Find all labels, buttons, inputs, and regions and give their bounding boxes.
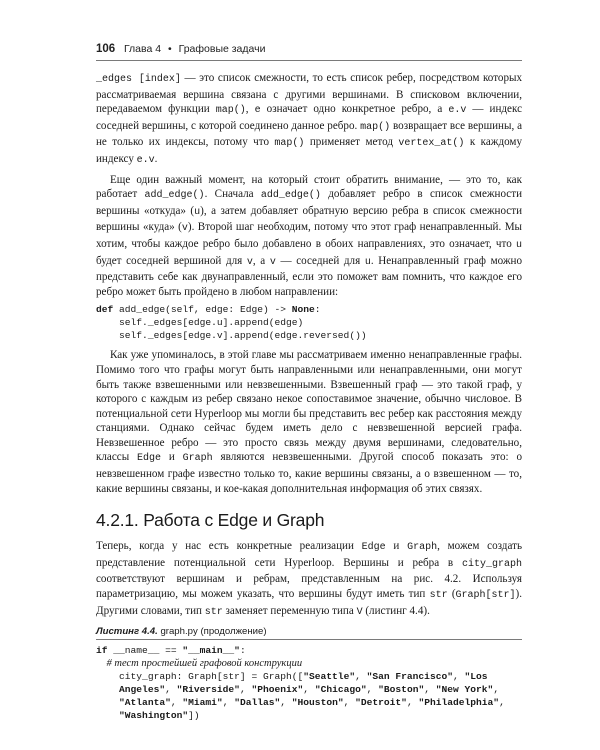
text-run: применяет метод — [304, 136, 399, 149]
text-run: соответствуют вершинам и ребрам, представленным на рис. 4.2. Используя параметризацию, мы можем указать, что вершины будут иметь тип — [96, 573, 522, 601]
code-text — [96, 710, 119, 721]
text-run: — соседней для — [275, 254, 365, 267]
inline-code: vertex_at() — [398, 138, 465, 150]
code-block-add-edge — [96, 303, 522, 342]
text-run: Еще один важный момент, на который стоит обратить внимание, — это то, как работает — [96, 173, 522, 201]
text-run: будет соседней вершиной для — [96, 254, 247, 267]
code-string: "Boston" — [378, 684, 425, 696]
page-body — [96, 71, 522, 728]
inline-code: v — [181, 223, 188, 235]
code-line: self._edges[edge.u].append(edge) — [96, 317, 304, 329]
paragraph-city-graph — [96, 539, 522, 620]
code-text: , — [165, 684, 177, 696]
text-run: . Ненаправленный граф можно представить себе как двунаправленный, если это поможет вам помнить, что каждое его ребро может быть пройдено в любом направлении: — [96, 254, 523, 298]
code-text: , — [366, 684, 379, 696]
code-text — [96, 697, 119, 708]
code-string: "New York" — [435, 684, 494, 696]
code-string: "Detroit" — [355, 697, 407, 709]
code-text: city_graph: Graph[str] = Graph([ — [96, 671, 304, 683]
code-text: , — [170, 697, 183, 709]
listing-label: Листинг 4.4. — [96, 626, 158, 638]
code-text: , — [424, 684, 436, 696]
chapter-title: Графовые задачи — [178, 43, 266, 55]
code-string: "Houston" — [291, 697, 344, 709]
inline-code: city_graph — [461, 558, 522, 570]
paragraph-add-edge — [96, 173, 522, 300]
code-string: "San Francisco" — [366, 671, 453, 683]
inline-code: Edge — [137, 453, 162, 465]
inline-code: map() — [215, 105, 246, 117]
inline-code: add_edge() — [144, 190, 205, 202]
code-text: : — [239, 645, 246, 657]
code-keyword: def — [96, 304, 114, 316]
text-run: ( — [447, 588, 456, 601]
code-comment: # тест простейшей графовой конструкции — [96, 658, 303, 670]
inline-code: e.v — [136, 154, 155, 166]
inline-code: v — [269, 256, 276, 268]
inline-code: v — [246, 256, 253, 268]
inline-code: Edge — [361, 542, 386, 554]
text-run: ). Второй шаг необходим, потому что этот граф ненаправленный. Мы хотим, чтобы каждое ребро было добавлено в обоих направлениях, это означает, что — [96, 221, 523, 250]
code-text: , — [452, 671, 465, 683]
inline-code: u — [194, 206, 201, 218]
inline-code: Graph — [182, 453, 213, 465]
text-run: , можем создать представление потенциальной сети Hyperloop. Вершины и ребра в — [96, 540, 522, 569]
chapter-label: Глава 4 — [123, 43, 162, 55]
text-run: — индекс соседней вершины, с которой соединено данное ребро. — [96, 103, 523, 132]
inline-code: V — [356, 606, 363, 618]
text-run: ). Другими словами, тип — [96, 588, 522, 617]
text-run: (листинг 4.4). — [362, 604, 430, 617]
inline-code: map() — [274, 138, 305, 150]
code-text: , — [239, 684, 252, 696]
code-string: "__main__" — [182, 645, 240, 657]
code-text: , — [303, 684, 315, 696]
inline-code: add_edge() — [260, 190, 321, 202]
text-run: заменяет переменную типа — [222, 604, 357, 617]
text-run: , а — [252, 254, 270, 267]
code-text: ]) — [188, 710, 200, 722]
text-run: . Сначала — [204, 188, 261, 201]
text-run: возвращает все вершины, а не только их индексы, потому что — [96, 119, 522, 149]
code-text: add_edge(self, edge: Edge) -> — [113, 304, 292, 316]
inline-code: u — [515, 239, 522, 251]
code-string: "Chicago" — [314, 684, 367, 696]
inline-code: e — [254, 105, 261, 117]
code-block-city-graph — [96, 644, 522, 722]
text-run: и — [161, 451, 183, 464]
code-string: "Philadelphia" — [418, 697, 500, 709]
paragraph-weighted — [96, 348, 522, 496]
section-heading: 4.2.1. Работа с Edge и Graph — [96, 510, 325, 531]
inline-code: Graph[str] — [455, 590, 516, 602]
listing-rule — [96, 639, 522, 640]
text-run: означает одно конкретное ребро, а — [260, 103, 449, 116]
inline-code: str — [429, 590, 448, 602]
running-head — [96, 43, 522, 55]
code-keyword: if — [96, 645, 108, 657]
text-run: Теперь, когда у нас есть конкретные реализации — [96, 540, 362, 553]
inline-code: _edges [index] — [96, 74, 181, 85]
code-string: "Dallas" — [234, 697, 281, 709]
code-keyword: None — [291, 304, 315, 316]
inline-code: str — [204, 606, 223, 618]
inline-code: u — [364, 256, 371, 268]
code-string: "Seattle" — [303, 671, 356, 683]
text-run: . — [154, 152, 158, 165]
code-text: : — [314, 304, 321, 316]
code-string: "Riverside" — [176, 684, 240, 696]
code-line: self._edges[edge.v].append(edge.reversed()) — [96, 330, 367, 342]
code-text: , — [343, 697, 356, 709]
text-run: ), а затем добавляет обратную версию ребра в список смежности вершины «куда» ( — [96, 204, 523, 234]
text-run: Как уже упоминалось, в этой главе мы рассматриваем именно ненаправленные графы. Помимо того что графы могут быть направленными или ненаправленными, они могут быть также взвешенными или невзвешенными. Взвешенный граф — это такой граф, у которого с каждым из ребер связано некое сопоставимое значение, обычно числовое. В потенциальной сети Hyperloop мы могли бы представить вес ребер как расстояния между станциями. Однако сейчас будем иметь дело с невзвешенной версией графа. Невзвешенное ребро — это просто связь между двумя вершинами, следовательно, классы — [96, 349, 522, 464]
code-string: "Washington" — [119, 710, 189, 722]
code-text: , — [355, 671, 367, 683]
code-string: "Miami" — [182, 697, 223, 709]
text-run: — это список смежности, то есть список ребер, посредством которых рассматриваемая вершина связана с другими вершинами. В списковом включении, передаваемом функции — [96, 72, 523, 116]
listing-file: graph.py (продолжение) — [160, 626, 267, 638]
text-run: добавляет ребро в список смежности вершины «откуда» ( — [96, 188, 523, 217]
inline-code: Graph — [407, 542, 438, 554]
code-string: Angeles" — [96, 684, 166, 696]
listing-caption — [96, 626, 522, 637]
code-text: __name__ == — [107, 645, 183, 657]
inline-code: e.v — [448, 105, 467, 117]
code-string: "Los — [464, 671, 488, 683]
code-text: , — [499, 697, 505, 709]
code-text: , — [493, 684, 500, 696]
code-text: , — [406, 697, 419, 709]
inline-code: map() — [360, 121, 391, 133]
text-run: , — [245, 103, 255, 116]
text-run: являются невзвешенными. Другой способ показать это: о невзвешенном графе известно только то, какие вершины связаны, а о взвешенном — то, какие вершины связаны, и кое-какая дополнительная информация об этих связях. — [96, 451, 522, 495]
code-string: "Atlanta" — [119, 697, 171, 709]
text-run: к каждому индексу — [96, 136, 522, 165]
text-run: и — [385, 540, 408, 553]
code-string: "Phoenix" — [251, 684, 304, 696]
paragraph-edges — [96, 71, 522, 169]
header-rule — [96, 60, 522, 61]
code-text: , — [222, 697, 235, 709]
page-number: 106 — [96, 43, 116, 55]
code-text: , — [280, 697, 292, 709]
header-separator: • — [168, 43, 172, 55]
